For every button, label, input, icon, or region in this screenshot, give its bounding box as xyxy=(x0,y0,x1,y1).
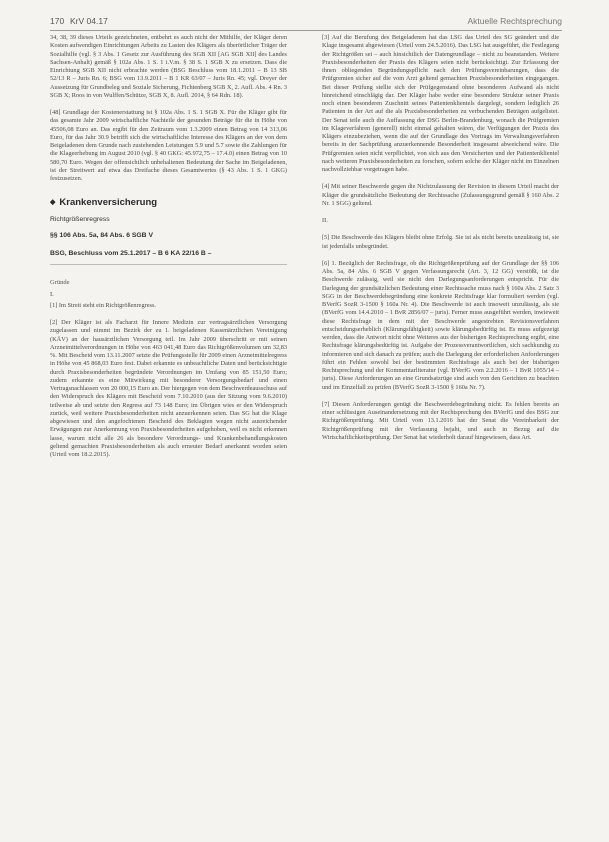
right-column xyxy=(322,34,559,451)
roman-numeral: I. xyxy=(50,290,54,298)
paragraph: [5] Die Beschwerde des Klägers bleibt ohne Erfolg. Sie ist als nicht bereits unzulässig ist, sie ist jedenfalls unbegründet. xyxy=(322,234,559,250)
diamond-bullet-icon: ◆ xyxy=(50,199,56,207)
paragraph: [2] Der Kläger ist als Facharzt für Innere Medizin zur vertragsärztlichen Versorgung zugelassen und nimmt im Bezirk der zu 1. beigeladenen Kassenärztlichen Vereinigung (KÄV) an der hausärztlichen Versorgung teil. Im Jahr 2009 überschritt er mit seinen Arzneimittelverordnungen in Höhe von 463 041,48 Euro das Richtgrößenvolumen um 32,83 %. Mit Bescheid vom 13.11.2007 setzte die Prüfungsstelle für 2009 einen Arzneimittelregress in Höhe von 45 868,03 Euro fest. Dabei erkannte es unbeachtliche Daten und berücksichtigte durch Praxisbesonderheiten begründete Verordnungen im Umfang von 85 151,50 Euro; zudem erkannte es eine Mitwirkung mit besonderer Versorgungsbedarf und einen Vertragsnachlassen von 20 000,15 Euro an. Der hiergegen von dem Beschwerdeausschuss auf den Widerspruch des Klägers mit Bescheid vom 7.10.2010 (aus der Sitzung vom 9.6.2010) teilweise ab und setzte den Regress auf 73 148 Euro; im Übrigen wies er den Widerspruch zurück, weil weitere Praxisbesonderheiten nicht anzuerkennen seien. Das SG hat die Klage abgewiesen und den angefochtenen Bescheid des Beklagten wegen nicht ausreichender Erwägungen zur Anerkennung von Praxisbesonderheiten aufgehoben, weil es nicht erkennen lasse, warum nicht alle 26 als besondere Verordnungs- und Krankenbehandlungskosten geltend gemachten Praxisbesonderheiten als auch erneuter Bedarf anerkannt worden seien (Urteil vom 18.2.2015). xyxy=(50,319,287,458)
paragraph: 34, 38, 39 dieses Urteils gezeichneten, entbehrt es auch nicht der Mithilfe, der Kläger deren Kosten aufwendigen Einrichtungen Arbeits zu Lasten des Klägers als überörtlicher Träger der Sozialhilfe (vgl. § 3 Abs. 1 Gesetz zur Ausführung des SGB XII [AG SGB XII] des Landes Sachsen-Anhalt) gemäß § 102a Abs. 1 S. 1 i.V.m. § 38 S. 1 SGB X zu ersetzen. Dass die Einrichtung SGB XII nicht erbrachte werden (BSG Beschluss vom 18.1.2011 – B 13 SB 52/13 R – Juris Rn. 6; BSG vom 13.9.2011 – B 1 KR 63/07 – Juris Rn. 45; vgl. Dreyer der Aussetzung für Grundbeleg und Soziale Sicherung, Fichtenberg SGB X, 2. Aufl. Abs. 4 Rn. 3 SGB X; Roos in von Wulffen/Schütze, SGB X, 8. Aufl. 2014, § 64 Rdn. 18). xyxy=(50,34,287,99)
decision-reference: BSG, Beschluss vom 25.1.2017 – B 6 KA 22/16 B – xyxy=(50,250,287,265)
section-heading xyxy=(50,199,287,207)
running-topic: Aktuelle Rechtsprechung xyxy=(467,16,562,26)
law-reference: §§ 106 Abs. 5a, 84 Abs. 6 SGB V xyxy=(50,231,154,239)
left-column xyxy=(50,34,287,468)
section-heading-label: Krankenversicherung xyxy=(59,197,158,209)
paragraph: [6] 1. Bezüglich der Rechtsfrage, ob die Richtgrößenprüfung auf der Grundlage der §§ 106 Abs. 5a, 84 Abs. 6 SGB V gegen Verfassungsrecht (Art. 3, 12 GG) verstößt, ist die Beschwerde zulässig, weil sie nicht den Darlegungsanforderungen entspricht. Für die Darlegung der grundsätzlichen Bedeutung einer Rechtssache muss nach § 160a Abs. 2 Satz 3 SGG in der Beschwerdebegründung eine konkrete Rechtsfrage klar formuliert werden (vgl. BVerfG SozR 3-1500 § 160a Nr. 4). Die Beschwerde ist auch insoweit unzulässig, als sie (BVerfG vom 14.4.2010 – 1 BvR 2856/07 – juris). Ferner muss ausgeführt werden, inwieweit diese Rechtsfrage in dem mit der Beschwerde angestrebten Revisionsverfahren entscheidungserheblich (Klärungsfähigkeit) sowie klärungsbedürftig ist. Es muss aufgezeigt werden, dass die Antwort nicht ohne Weiteres aus der bisherigen Rechtsprechung ergibt, eine Rechtsfrage klärungsbedürftig ist. Aufgabe der Prozessverantwortlichen, sich sachkundig zu informieren und sich danach zu prüfen; auch die Darlegung der erforderlichen Anforderungen führt ein Fehlen sowohl bei der bestimmten Rechtsfrage als auch bei der bisherigen Rechtsprechung und der Kommentarliteratur (vgl. BVerfG vom 2.2.2016 – 1 BvR 1055/14 – juris). Diese Anforderungen an eine Grundsatzrüge sind auch von den Gerichten zu beachten und im Einzelfall zu prüfen (BVerfG SozR 3-1500 § 160a Nr. 7). xyxy=(322,259,559,391)
paragraph: [7] Diesen Anforderungen genügt die Beschwerdebegründung nicht. Es fehlen bereits an einer schlüssigen Auseinandersetzung mit der Rechtsprechung des BVerfG und des BSG zur Richtgrößenprüfung. Mit Urteil vom 13.1.2016 hat der Senat die Vereinbarkeit der Richtgrößenprüfung mit der Verfassung bejaht, und auch in Bezug auf die Wirtschaftlichkeitsprüfung. Der Senat hat wiederholt darauf hingewiesen, dass Art. xyxy=(322,400,559,441)
keyword-line: Richtgrößenregress xyxy=(50,215,110,223)
paragraph: [4] Mit seiner Beschwerde gegen die Nichtzulassung der Revision in diesem Urteil macht der Kläger die grundsätzliche Bedeutung der Rechtssache (Zulassungsgrund gemäß § 160 Abs. 2 Nr. 1 SGG) geltend. xyxy=(322,183,559,207)
paragraph: [48] Grundlage der Kostenerstattung ist § 102a Abs. 1 S. 1 SGB X. Für die Kläger gibt für das gesamte Jahr 2009 wirtschaftliche Nachteile der gesunden Beträge für die in Höhe von 45506,08 Euro an. Das ergibt für den Zeitraum vom 1.3.2009 einen Betrag von 14 313,06 Euro, für das Jahr 30.9 betrifft sich die wirtschaftliche Interesse des Klägers an der von dem Beigeladenen dem Grunde nach zustehenden Leistungen 5.9 und 5.7 sowie die Zahlungen für die Klageerhebung im August 2010 (vgl. § 40 GKG: 45.972,75 – 17.4.0) einen Betrag von 10 580,70 Euro. Wegen der offensichtlich unbehaltenen Bedeutung der Sache im Beigeladenen, ist der Streitwert auf etwa das Dreifache dieses Gesamtwertes (§ 43 Abs. 1 S. 1 GKG) festzusetzen. xyxy=(50,109,287,182)
subsection-label: Gründe xyxy=(50,279,70,287)
paragraph: [1] Im Streit steht ein Richtgrößenregress. xyxy=(50,301,156,309)
page-header xyxy=(50,14,562,31)
journal-label: KrV 04.17 xyxy=(70,16,108,26)
paragraph: [3] Auf die Berufung des Beigeladenen hat das LSG das Urteil des SG geändert und die Klage insgesamt abgewiesen (Urteil vom 24.5.2016). Das LSG hat ausgeführt, die Festlegung der Richtgrößen sei – auch hinsichtlich der Datengrundlage – nicht zu beanstanden. Weitere Praxisbesonderheiten der Praxis des Klägers seien nicht berücksichtigt. Zur Erfassung der ihnen obliegenden Begründungspflicht nach den Prüfungsvereinbarungen, dass die Prüfgremien sicher auf die vom Arzt geltend gemachten Praxisbesonderheiten eingegangen. Bei dieser Prüfung stellte sich der Prüfgegenstand ohne besonderen Aufwand als nicht hinreichend einschlägig dar. Der Kläger habe weder eine besondere Struktur seiner Praxis noch einen besonderen Zuschnitt seines Patientenklientels dargelegt, sondern lediglich 26 Patienten in der Art auf die als Praxisbesonderheiten zu verbuchenden Beträgen aufgelistet. Der Senat teile auch die Auffassung der DSG Berlin-Brandenburg, wonach die Prüfgremien im Klageverfahren (generell) nicht einmal gehalten wären, die Verfügungen der Praxis des Klägers einzubeziehen, wenn die auf der Grundlage des Vortrags im Verwaltungsverfahren bereits in der Sachprüfung anzuerkennende Besonderheit insgesamt abweichend wäre. Die Prüfgremien seien nicht verpflichtet, von sich aus den Versicherten und der Patientenklientel nach weiteren Praxisbesonderheiten zu forschen, sofern solche der Kläger nicht im Einzelnen nachvollziehbar vorgetragen habe. xyxy=(322,34,559,173)
roman-numeral: II. xyxy=(322,217,328,224)
page-number: 170 xyxy=(50,16,65,26)
